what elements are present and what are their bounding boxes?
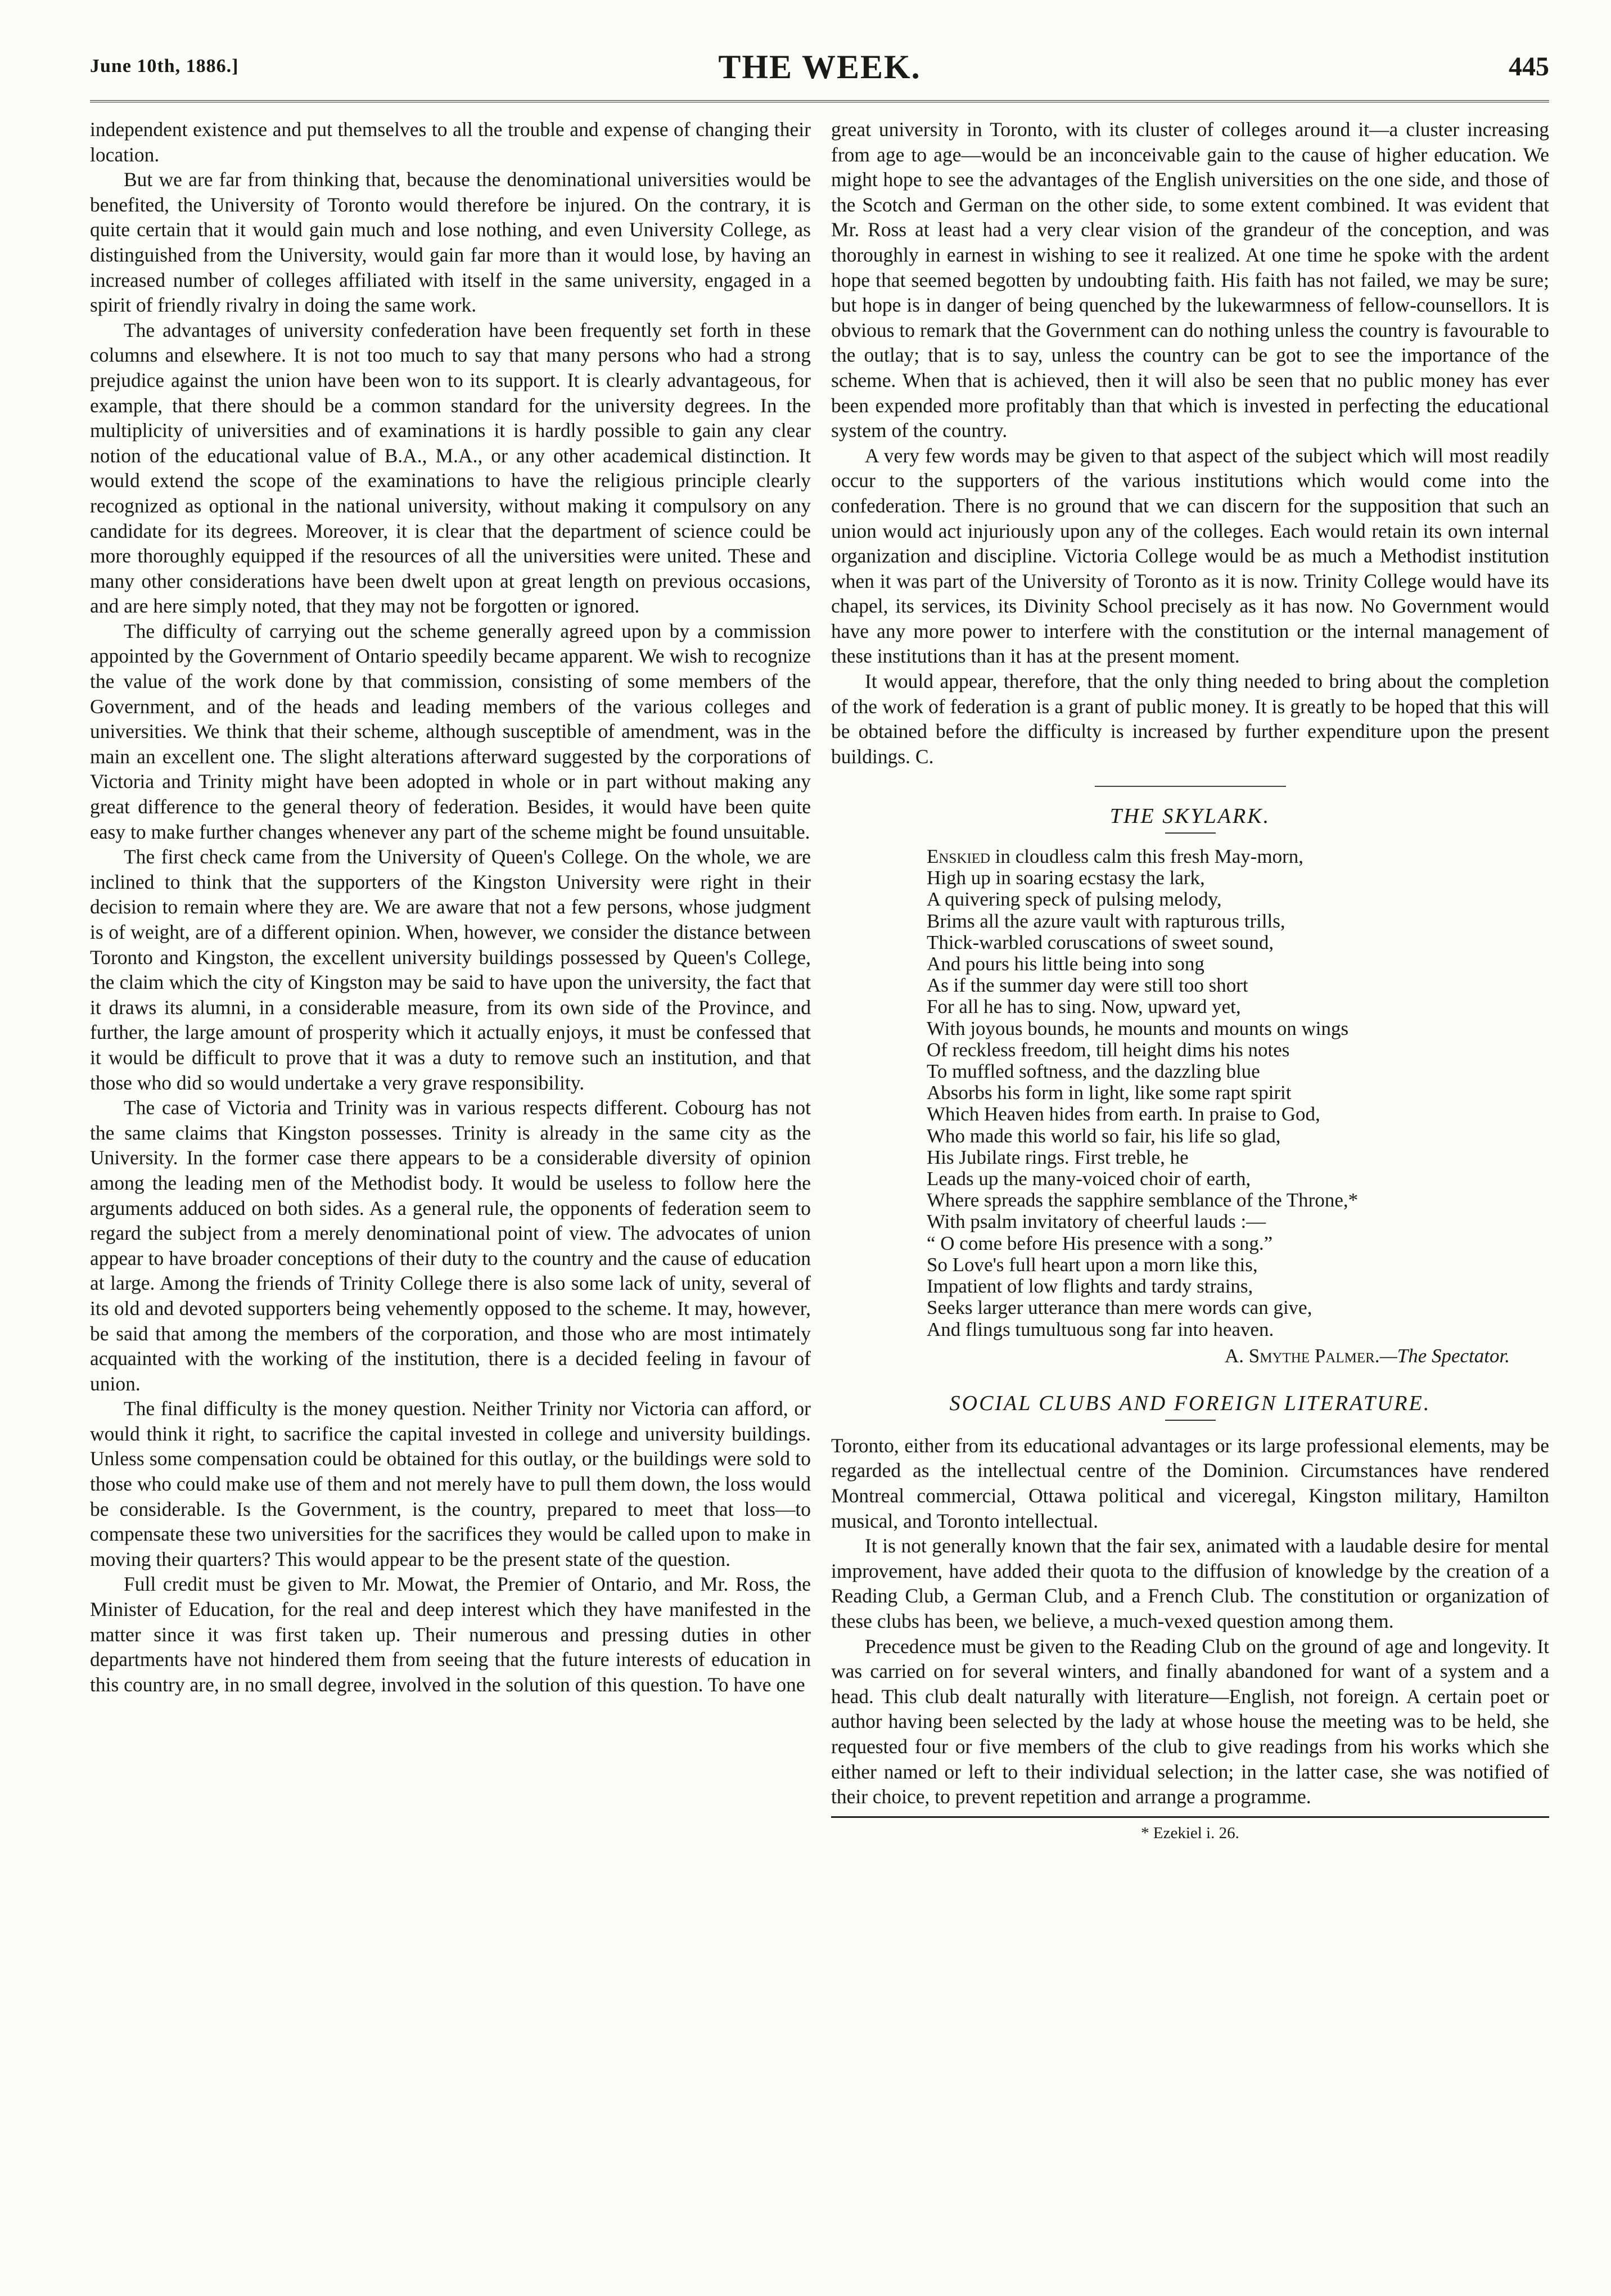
poem-line: With joyous bounds, he mounts and mounts on wings: [927, 1017, 1349, 1039]
footnote-rule: [831, 1816, 1549, 1818]
poem-line: And flings tumultuous song far into heaven.: [927, 1318, 1274, 1340]
poem-line: High up in soaring ecstasy the lark,: [927, 867, 1205, 889]
poem-line: A quivering speck of pulsing melody,: [927, 888, 1222, 911]
issue-date: June 10th, 1886.]: [90, 56, 239, 76]
poem-line: With psalm invitatory of cheerful lauds :—: [927, 1210, 1266, 1233]
poem-line: So Love's full heart upon a morn like this,: [927, 1253, 1258, 1276]
paragraph: independent existence and put themselves to all the trouble and expense of changing their location.: [90, 118, 811, 166]
poem-line: His Jubilate rings. First treble, he: [927, 1146, 1189, 1168]
poem-line: Where spreads the sapphire semblance of the Throne,*: [927, 1189, 1359, 1212]
paragraph: A very few words may be given to that aspect of the subject which will most readily occur to the supporters of the various institutions which would come into the confederation. There is no ground that we can discern for the supposition that such an union would act injuriously upon any of the colleges. Each would retain its own internal organization and discipline. Victoria College would be as much a Methodist institution when it was part of the University of Toronto as it is now. Trinity College would have its chapel, its services, its Divinity School precisely as it has now. No Government would have any more power to interfere with the constitution or the internal management of these institutions than it has at the present moment.: [831, 444, 1549, 668]
right-column: [831, 117, 1549, 1844]
paragraph: It is not generally known that the fair sex, animated with a laudable desire for mental improvement, have added their quota to the diffusion of knowledge by the creation of a Reading Club, a German Club, and a French Club. The constitution or organization of these clubs has been, we believe, a much-vexed question among them.: [831, 1534, 1549, 1633]
paragraph: The first check came from the University of Queen's College. On the whole, we are inclined to think that the supporters of the Kingston University were right in their decision to remain where they are. We are aware that not a few persons, whose judgment is of weight, are of a different opinion. When, however, we consider the distance between Toronto and Kingston, the excellent university buildings possessed by Queen's College, the claim which the city of Kingston may be said to have upon the university, the fact that it draws its alumni, in a considerable measure, from its own side of the Province, and further, the large amount of prosperity which it actually enjoys, it must be confessed that it would be difficult to prove that it was a duty to remove such an institution, and that those who did so would undertake a very grave responsibility.: [90, 845, 811, 1094]
poem-line: Enskied in cloudless calm this fresh May-morn,: [927, 845, 1304, 868]
poem-line: For all he has to sing. Now, upward yet,: [927, 996, 1241, 1018]
poem-first-word: Enskied: [927, 845, 991, 868]
poem-line: Impatient of low flights and tardy strains,: [927, 1275, 1253, 1298]
page-header: [90, 48, 1549, 98]
paragraph: It would appear, therefore, that the only thing needed to bring about the completion of the work of federation is a grant of public money. It is greatly to be hoped that this will be obtained before the difficulty is increased by further expenditure upon the present buildings. C.: [831, 670, 1549, 768]
paragraph: The final difficulty is the money question. Neither Trinity nor Victoria can afford, or would think it right, to sacrifice the capital invested in college and university buildings. Unless some compensation could be obtained for this outlay, or the buildings were sold to those who could make use of them and not merely have to pull them down, the loss would be considerable. Is the Government, is the country, prepared to meet that loss—to compensate these two universities for the sacrifices they would be called upon to make in moving their quarters? This would appear to be the present state of the question.: [90, 1397, 811, 1570]
article-title: SOCIAL CLUBS AND FOREIGN LITERATURE.: [949, 1392, 1431, 1416]
paragraph: The difficulty of carrying out the scheme generally agreed upon by a commission appointed by the Government of Ontario speedily became apparent. We wish to recognize the value of the work done by that commission, consisting of some members of the Government, and of the heads and leading members of the various colleges and universities. We think that their scheme, although susceptible of amendment, was in the main an excellent one. The slight alterations afterward suggested by the corporations of Victoria and Trinity might have been adopted in whole or in part without making any great difference to the general theory of federation. Besides, it would have been quite easy to make further changes whenever any part of the scheme might be found unsuitable.: [90, 619, 811, 843]
poem-line: Absorbs his form in light, like some rapt spirit: [927, 1082, 1292, 1104]
paragraph: Precedence must be given to the Reading Club on the ground of age and longevity. It was carried on for several winters, and finally abandoned for want of a system and a head. This club dealt naturally with literature—English, not foreign. A certain poet or author having been selected by the lady at whose house the meeting was to be held, she requested four or five members of the club to give readings from his works which she either named or left to their individual selection; in the latter case, she was notified of their choice, to prevent repetition and arrange a programme.: [831, 1635, 1549, 1808]
paragraph: Full credit must be given to Mr. Mowat, the Premier of Ontario, and Mr. Ross, the Minister of Education, for the real and deep interest which they have manifested in the matter since it was first taken up. Their numerous and pressing duties in other departments have not hindered them from seeing that the future interests of education in this country are, in no small degree, involved in the solution of this question. To have one: [90, 1573, 811, 1696]
footnote: * Ezekiel i. 26.: [1141, 1824, 1239, 1842]
poem-line: Seeks larger utterance than mere words can give,: [927, 1296, 1312, 1319]
paragraph: great university in Toronto, with its cluster of colleges around it—a cluster increasing from age to age—would be an inconceivable gain to the cause of higher education. We might hope to see the advantages of the English universities on the one side, and those of the Scotch and German on the other side, to some extent combined. It was evident that Mr. Ross at least had a very clear vision of the grandeur of the conception, and was thoroughly in earnest in wishing to see it realized. At one time he spoke with the ardent hope that seemed begotten by undoubting faith. His faith has not failed, we may be sure; but hope is in danger of being quenched by the lukewarmness of fellow-counsellors. It is obvious to remark that the Government can do nothing unless the country is favourable to the outlay; that is to say, unless the country can be got to see the importance of the scheme. When that is achieved, then it will also be seen that no public money has ever been expended more profitably than that which is invested in perfecting the educational system of the country.: [831, 118, 1549, 442]
poem-line: Which Heaven hides from earth. In praise to God,: [927, 1103, 1320, 1126]
poem-body: [927, 846, 1549, 1340]
poem-line: “ O come before His presence with a song.”: [927, 1232, 1273, 1254]
title-rule: [1165, 832, 1216, 834]
poem-line: Who made this world so fair, his life so glad,: [927, 1124, 1281, 1147]
poem-line: Leads up the many-voiced choir of earth,: [927, 1168, 1251, 1190]
poem-title: THE SKYLARK.: [1109, 804, 1271, 829]
paragraph: The case of Victoria and Trinity was in various respects different. Cobourg has not the same claims that Kingston possesses. Trinity is already in the same city as the University. In the former case there appears to be a considerable diversity of opinion among the leading men of the Methodist body. It would be useless to follow here the arguments adduced on both sides. As a general rule, the opponents of federation seem to regard the subject from a merely denominational point of view. The advocates of union appear to have broader conceptions of their duty to the country and the cause of education at large. Among the friends of Trinity College there is also some lack of unity, several of its old and devoted supporters being vehemently opposed to the scheme. It may, however, be said that among the members of the corporation, and those who are most intimately acquainted with the working of the institution, there is a decided feeling in favour of union.: [90, 1096, 811, 1395]
paragraph: The advantages of university confederation have been frequently set forth in these columns and elsewhere. It is not too much to say that many persons who had a strong prejudice against the union have been won to its support. It is clearly advantageous, for example, that there should be a common standard for the university degrees. In the multiplicity of universities and of examinations it is hardly possible to gain any clear notion of the educational value of B.A., M.A., or any other academical distinction. It would extend the scope of the examinations to have the religious principle clearly recognized as optional in the national university, without making it compulsory on any candidate for its degrees. Moreover, it is clear that the department of science could be more thoroughly equipped if the resources of all the universities were united. These and many other considerations have been dwelt upon at great length on previous occasions, and are here simply noted, that they may not be forgotten or ignored.: [90, 318, 811, 618]
paragraph: But we are far from thinking that, because the denominational universities would be benefited, the University of Toronto would therefore be injured. On the contrary, it is quite certain that it would gain much and lose nothing, and even University College, as distinguished from the University, would gain far more than it would lose, by having an increased number of colleges affiliated with itself in the same university, engaged in a spirit of friendly rivalry in doing the same work.: [90, 168, 811, 317]
page-number: 445: [1509, 52, 1549, 82]
header-rule: [90, 100, 1549, 102]
poem-line: And pours his little being into song: [927, 953, 1204, 975]
section-divider: [1095, 786, 1286, 787]
poem-line: Brims all the azure vault with rapturous trills,: [927, 910, 1285, 932]
paragraph: Toronto, either from its educational advantages or its large professional elements, may be regarded as the intellectual centre of the Dominion. Circumstances have rendered Montreal commercial, Ottawa political and viceregal, Kingston military, Hamilton musical, and Toronto intellectual.: [831, 1434, 1549, 1532]
left-column: [90, 117, 811, 1697]
poem-author: A. Smythe Palmer.: [1225, 1344, 1380, 1367]
poem-line: As if the summer day were still too short: [927, 974, 1248, 997]
poem-source: —The Spectator.: [1379, 1344, 1510, 1367]
journal-title: THE WEEK.: [718, 48, 921, 85]
poem-line: To muffled softness, and the dazzling blue: [927, 1060, 1260, 1083]
poem-line: Thick-warbled coruscations of sweet sound,: [927, 931, 1274, 953]
poem-attribution: [831, 1344, 1510, 1369]
poem-line: Of reckless freedom, till height dims his notes: [927, 1038, 1290, 1061]
title-rule: [1165, 1420, 1216, 1421]
